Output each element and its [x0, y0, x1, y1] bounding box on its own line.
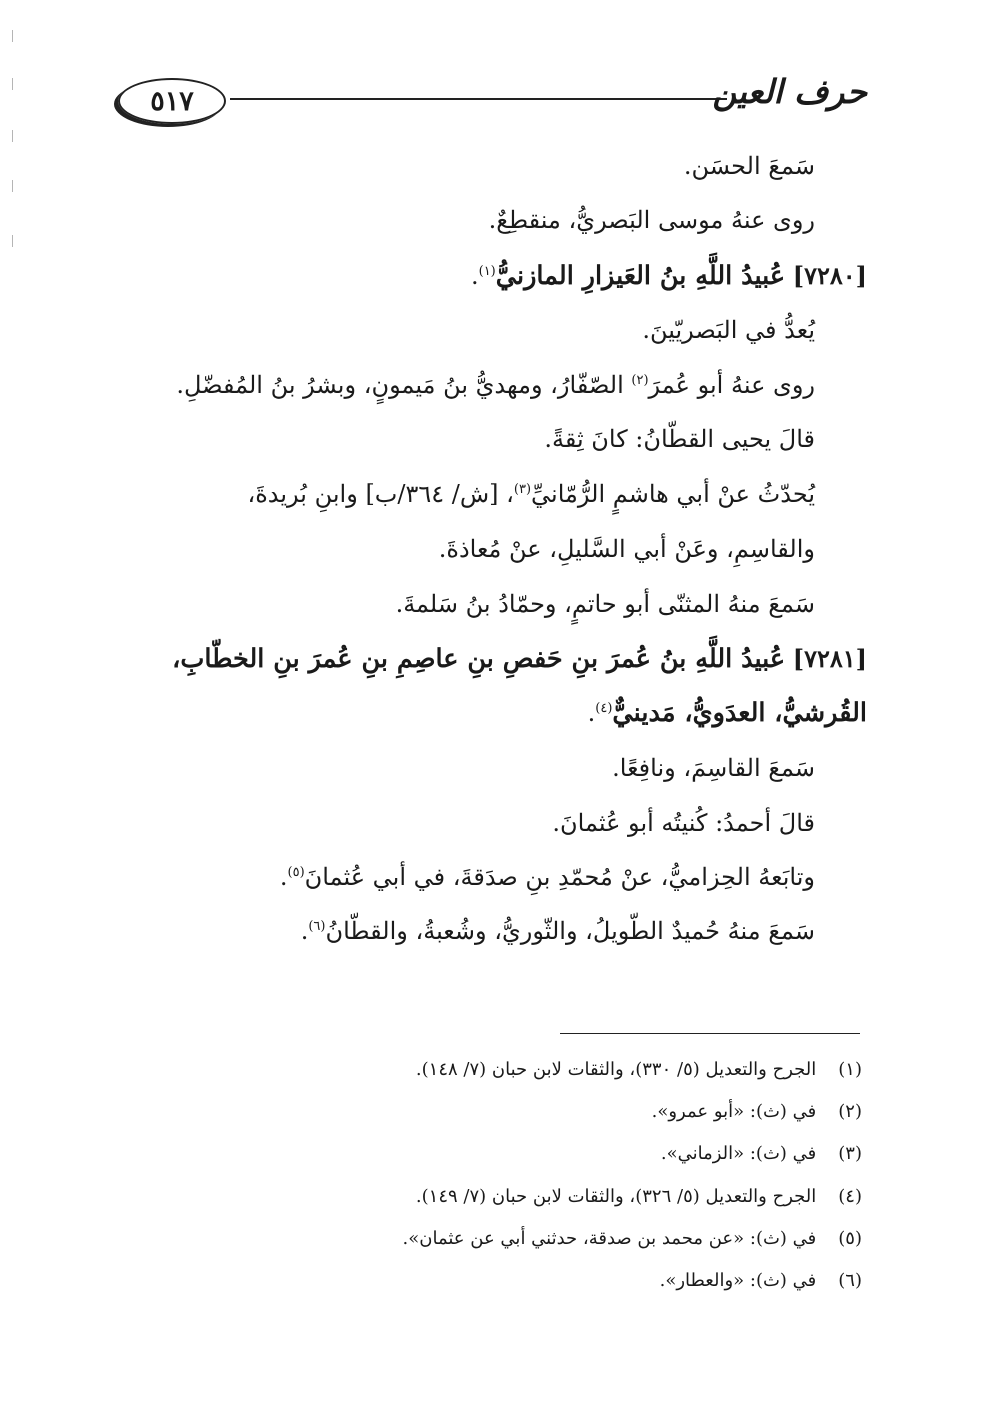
- footnote-marker: (٣): [838, 1143, 862, 1165]
- text-line: روى عنهُ موسى البَصريُّ، منقطِعٌ.: [488, 206, 815, 235]
- text-paragraph: يُحدّثُ عنْ أبي هاشمٍ الرُّمّانيِّ$^{(٣)}$، [ش/ ٣٦٤/ب] وابنِ بُريدةَ، والقاسِمِ، وعَنْ أبي السَّليلِ، عنْ مُعاذةَ.: [247, 480, 815, 563]
- footnote-text: الجرح والتعديل (٥/ ٣٢٦)، والثقات لابن حبان (٧/ ١٤٩).: [415, 1185, 817, 1207]
- entry-heading: [٧٢٨١] عُبيدُ اللَّهِ بنُ عُمرَ بنِ حَفصِ بنِ عاصِمِ بنِ عُمرَ بنِ الخطّابِ، القُرشيُّ، العدَويُّ، مَدينيٌّ$^{(٤)}$.: [172, 643, 867, 729]
- footnote-marker: (٦): [838, 1269, 862, 1291]
- footnote-marker: (١): [838, 1059, 862, 1080]
- footnote-text: في (ث): «عن محمد بن صدقة، حدثني أبي عن عثمان».: [402, 1227, 817, 1249]
- footnote-text: في (ث): «والعطار».: [659, 1269, 817, 1291]
- text-line: سَمعَ القاسِمَ، ونافِعًا.: [612, 754, 815, 783]
- main-text: [152, 150, 867, 970]
- entry-number: [٧٢٨٠]: [792, 260, 867, 290]
- footnote-marker: (٤): [838, 1185, 862, 1207]
- footnote-text: الجرح والتعديل (٥/ ٣٣٠)، والثقات لابن حبان (٧/ ١٤٨).: [415, 1059, 817, 1080]
- entry-name: عُبيدُ اللَّهِ بنُ عُمرَ بنِ حَفصِ بنِ عاصِمِ بنِ عُمرَ بنِ الخطّابِ، القُرشيُّ، العدَويُّ، مَدينيٌّ: [172, 643, 867, 729]
- footnote-text: في (ث): «أبو عمرو».: [651, 1101, 817, 1123]
- footnote-ref: (٣): [513, 482, 532, 498]
- footnote-item: [300, 1226, 862, 1252]
- footnote-item: [300, 1184, 862, 1210]
- text-line: وتابَعهُ الحِزاميُّ، عنْ مُحمّدِ بنِ صدَقةَ، في أبي عُثمانَ$^{(٥)}$.: [279, 862, 815, 891]
- text-line: سَمعَ منهُ حُميدٌ الطّويلُ، والثّوريُّ، وشُعبةُ، والقطّانُ$^{(٦)}$.: [300, 917, 815, 946]
- entry-number: [٧٢٨١]: [792, 643, 867, 673]
- footnotes: [300, 1057, 862, 1310]
- header-rule: [230, 98, 727, 100]
- running-title: حرف العين: [712, 72, 867, 111]
- text-line: قالَ يحيى القطّانُ: كانَ ثِقةً.: [544, 424, 815, 453]
- footnote-text: في (ث): «الزماني».: [660, 1143, 817, 1165]
- page-number-badge: [118, 78, 226, 124]
- text-line: روى عنهُ أبو عُمرَ$^{(٢)}$ الصّفّارُ، ومهديُّ بنُ مَيمونٍ، وبشرُ بنُ المُفضّلِ.: [176, 370, 815, 399]
- footnote-item: [300, 1099, 862, 1125]
- text-line: قالَ أحمدُ: كُنيتُه أبو عُثمانَ.: [552, 808, 815, 837]
- text-line: يُعدُّ في البَصريّينَ.: [642, 316, 815, 345]
- footnote-item: [300, 1057, 862, 1083]
- footnote-separator: [560, 1033, 860, 1034]
- footnote-ref: (٦): [308, 919, 326, 935]
- entry-heading: [٧٢٨٠] عُبيدُ اللَّهِ بنُ العَيزارِ المازنيُّ$^{(١)}$.: [470, 260, 867, 291]
- footnote-marker: (٢): [838, 1101, 862, 1123]
- text-line: سَمعَ الحسَن.: [683, 152, 815, 180]
- footnote-marker: (٥): [838, 1227, 862, 1249]
- entry-name: عُبيدُ اللَّهِ بنُ العَيزارِ المازنيُّ: [495, 260, 786, 291]
- footnote-ref: (١): [478, 263, 496, 279]
- footnote-ref: (٤): [595, 701, 613, 717]
- page-number: ٥١٧: [150, 85, 194, 117]
- footnote-ref: (٥): [287, 864, 305, 880]
- text-line: سَمعَ منهُ المثنّى أبو حاتمٍ، وحمّادُ بنُ سَلمةَ.: [395, 589, 815, 618]
- footnote-ref: (٢): [631, 372, 649, 388]
- footnote-item: [300, 1268, 862, 1294]
- margin-marks: [12, 30, 15, 280]
- footnote-item: [300, 1141, 862, 1167]
- page-header: [118, 68, 867, 132]
